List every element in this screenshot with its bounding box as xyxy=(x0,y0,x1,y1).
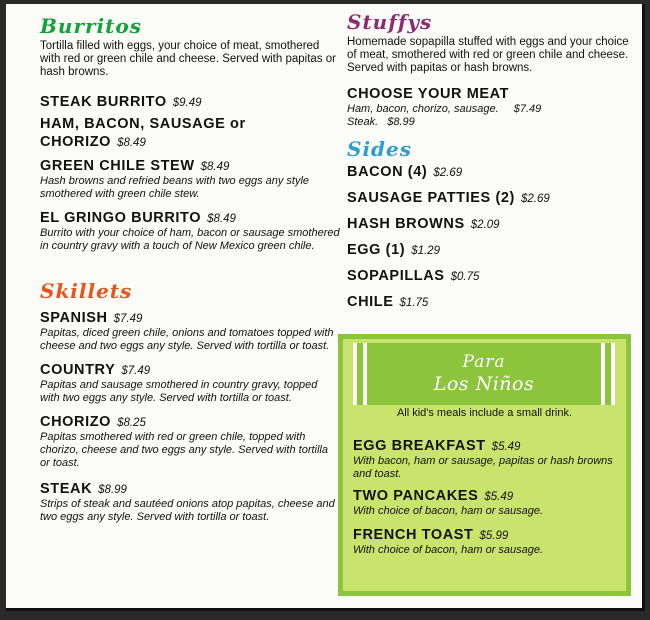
item-name: STEAK xyxy=(40,481,93,497)
item-description: Papitas and sausage smothered in country gravy, topped with two eggs any style. Served with tortilla or toast. xyxy=(40,379,318,404)
kids-menu-note: All kid's meals include a small drink. xyxy=(396,407,573,419)
item-price: $8.25 xyxy=(117,417,146,429)
kids-title-line2: Los Niños xyxy=(433,373,535,395)
stuffys-intro: Homemade sopapilla stuffed with eggs and your choice of meat, smothered with red or green chile and cheese. Served with papitas or hash browns. xyxy=(347,36,629,74)
item-price: $7.49 xyxy=(121,365,151,377)
menu-item xyxy=(353,526,618,557)
item-name: BACON (4) xyxy=(347,164,428,180)
item-price: $5.49 xyxy=(491,441,521,453)
side-item xyxy=(347,293,637,311)
kids-menu-box xyxy=(338,334,631,596)
item-price: $5.99 xyxy=(479,530,509,542)
item-name: TWO PANCAKES xyxy=(353,488,479,504)
item-price: $0.75 xyxy=(450,271,480,283)
burritos-title: Burritos xyxy=(40,14,142,38)
meat-option-price: $8.99 xyxy=(387,116,415,128)
item-price: $1.75 xyxy=(399,297,429,309)
item-price: $9.49 xyxy=(172,97,202,109)
side-item xyxy=(347,189,637,207)
kids-menu-title xyxy=(357,343,611,395)
side-item xyxy=(347,267,637,285)
skillets-title: Skillets xyxy=(40,279,133,303)
menu-item xyxy=(40,480,340,524)
menu-item xyxy=(347,85,637,129)
item-price: $8.49 xyxy=(207,213,236,225)
menu-item xyxy=(40,209,340,253)
item-price: $8.99 xyxy=(98,484,127,496)
item-price: $8.49 xyxy=(200,161,230,173)
right-column xyxy=(347,10,637,311)
item-name: SOPAPILLAS xyxy=(347,268,445,284)
side-item xyxy=(347,215,637,233)
menu-item xyxy=(353,437,618,481)
side-item xyxy=(347,163,637,181)
item-price: $2.09 xyxy=(470,219,500,231)
item-description xyxy=(347,103,637,116)
menu-item xyxy=(40,157,340,201)
banner-stripe xyxy=(601,343,605,405)
item-name: EGG (1) xyxy=(347,242,406,258)
meat-option-price: $7.49 xyxy=(513,103,542,115)
left-column xyxy=(40,14,340,524)
kids-title-line1: Para xyxy=(462,352,506,372)
sides-title: Sides xyxy=(347,137,413,161)
item-name: SPANISH xyxy=(40,310,108,326)
kids-menu-banner xyxy=(353,343,615,405)
meat-option: Ham, bacon, chorizo, sausage. xyxy=(347,103,499,115)
item-price: $5.49 xyxy=(484,491,514,503)
item-name: CHOOSE YOUR MEAT xyxy=(347,86,510,102)
item-description: With choice of bacon, ham or sausage. xyxy=(353,544,544,556)
stuffys-title: Stuffys xyxy=(347,10,433,34)
menu-item xyxy=(40,309,340,353)
item-description: Papitas, diced green chile, onions and tomatoes topped with cheese and two eggs any style. Served with tortilla or toast. xyxy=(40,327,334,352)
item-name: CHILE xyxy=(347,294,394,310)
side-item xyxy=(347,241,637,259)
item-description: With choice of bacon, ham or sausage. xyxy=(353,505,544,517)
item-description: With bacon, ham or sausage, papitas or hash browns and toast. xyxy=(353,455,613,480)
menu-page xyxy=(6,4,645,611)
item-description xyxy=(347,116,637,129)
kids-menu-items xyxy=(353,437,618,557)
item-price: $2.69 xyxy=(520,193,550,205)
menu-item xyxy=(40,413,340,470)
item-name: EGG BREAKFAST xyxy=(353,438,486,454)
item-name: FRENCH TOAST xyxy=(353,527,474,543)
item-description: Hash browns and refried beans with two eggs any style smothered with green chile stew. xyxy=(40,175,310,200)
item-name: HASH BROWNS xyxy=(347,216,465,232)
item-description: Strips of steak and sautéed onions atop papitas, cheese and two eggs any style. Served with tortilla or toast. xyxy=(40,498,335,523)
item-name: COUNTRY xyxy=(40,362,116,378)
item-name: GREEN CHILE STEW xyxy=(40,158,195,174)
menu-item xyxy=(40,361,340,405)
item-price: $8.49 xyxy=(117,137,146,149)
meat-option: Steak. xyxy=(347,116,379,128)
item-name: HAM, BACON, SAUSAGE or CHORIZO xyxy=(40,116,246,150)
item-price: $1.29 xyxy=(411,245,440,257)
item-price: $2.69 xyxy=(433,167,463,179)
banner-stripe xyxy=(363,343,367,405)
burritos-intro: Tortilla filled with eggs, your choice of meat, smothered with red or green chile and cheese. Served with papitas or hash browns. xyxy=(40,40,336,78)
item-description: Burrito with your choice of ham, bacon or sausage smothered in country gravy with a touch of New Mexico green chile. xyxy=(40,227,340,252)
item-name: STEAK BURRITO xyxy=(40,94,167,110)
item-name: EL GRINGO BURRITO xyxy=(40,210,202,226)
menu-item xyxy=(40,93,340,111)
item-description: Papitas smothered with red or green chile, topped with chorizo, cheese and two eggs any style. Served with tortilla or toast. xyxy=(40,431,328,469)
item-name: CHORIZO xyxy=(40,414,112,430)
menu-item xyxy=(40,115,280,151)
item-price: $7.49 xyxy=(113,313,143,325)
menu-item xyxy=(353,487,618,518)
item-name: SAUSAGE PATTIES (2) xyxy=(347,190,515,206)
